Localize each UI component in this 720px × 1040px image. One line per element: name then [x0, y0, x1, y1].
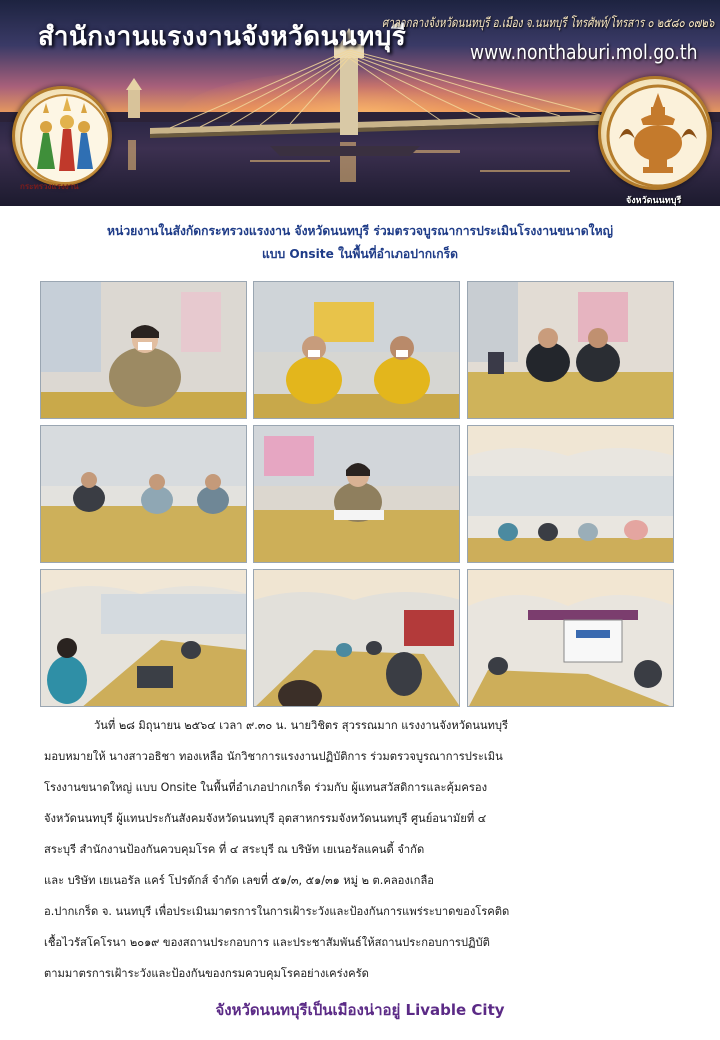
photo-8-scene	[254, 570, 460, 707]
ministry-seal-caption: กระทรวงแรงงาน	[20, 182, 79, 191]
body-line-8: เชื้อไวรัสโคโรนา ๒๐๑๙ ของสถานประกอบการ และประชาสัมพันธ์ให้สถานประกอบการปฏิบัติ	[44, 936, 490, 949]
photo-yellow-vest-officers[interactable]	[253, 281, 460, 419]
body-line-6: และ บริษัท เยเนอรัล แคร์ โปรดักส์ จำกัด เลขที่ ๕๑/๓, ๕๑/๓๑ หมู่ ๒ ต.คลองเกลือ	[44, 874, 435, 887]
news-headline	[0, 219, 720, 265]
ministry-labour-seal	[12, 86, 112, 186]
photo-7-scene	[41, 570, 247, 707]
photo-9-scene	[468, 570, 674, 707]
photo-long-table[interactable]	[253, 569, 460, 707]
body-line-4: จังหวัดนนทบุรี ผู้แทนประกันสังคมจังหวัดนนทบุรี อุตสาหกรรมจังหวัดนนทบุรี ศูนย์อนามัยที่ ๔	[44, 812, 487, 825]
photo-6-scene	[468, 426, 674, 563]
province-seal	[598, 76, 712, 190]
photo-meeting-laptop[interactable]	[40, 569, 247, 707]
body-line-9: ตามมาตรการเฝ้าระวังและป้องกันของกรมควบคุมโรคอย่างเคร่งครัด	[44, 967, 369, 980]
photo-three-people-row[interactable]	[40, 425, 247, 563]
province-slogan: จังหวัดนนทบุรีเป็นเมืองน่าอยู่ Livable City	[215, 1001, 505, 1019]
photo-1-scene	[41, 282, 247, 419]
office-address: ศาลากลางจังหวัดนนทบุรี อ.เมือง จ.นนทบุรี โทรศัพท์/โทรสาร ๐ ๒๕๘๐ ๐๗๒๖	[382, 16, 715, 31]
photo-two-men-table[interactable]	[467, 281, 674, 419]
body-line-1: วันที่ ๒๘ มิถุนายน ๒๕๖๔ เวลา ๙.๓๐ น. นายวิชิตร สุวรรณมาก แรงงานจังหวัดนนทบุรี	[94, 719, 509, 732]
header-banner	[0, 0, 720, 206]
photo-officer-seated[interactable]	[40, 281, 247, 419]
office-title: สำนักงานแรงงานจังหวัดนนทบุรี	[38, 22, 407, 52]
body-line-7: อ.ปากเกร็ด จ. นนทบุรี เพื่อประเมินมาตรการในการเฝ้าระวังและป้องกันการแพร่ระบาดของโรคติด	[44, 905, 510, 918]
photo-4-scene	[41, 426, 247, 563]
photo-3-scene	[468, 282, 674, 419]
photo-2-scene	[254, 282, 460, 419]
body-line-3: โรงงานขนาดใหญ่ แบบ Onsite ในพื้นที่อำเภอปากเกร็ด ร่วมกับ ผู้แทนสวัสดิการและคุ้มครอง	[44, 781, 488, 794]
photo-woman-documents[interactable]	[253, 425, 460, 563]
headline-line-2: แบบ Onsite ในพื้นที่อำเภอปากเกร็ด	[261, 246, 459, 261]
website-link[interactable]: www.nonthaburi.mol.go.th	[470, 40, 698, 64]
pottery-urn-icon	[601, 79, 715, 193]
body-line-5: สระบุรี สำนักงานป้องกันควบคุมโรค ที่ ๔ สระบุรี ณ บริษัท เยเนอรัลแคนดี้ จำกัด	[44, 843, 425, 856]
headline-line-1: หน่วยงานในสังกัดกระทรวงแรงงาน จังหวัดนนทบุรี ร่วมตรวจบูรณาการประเมินโรงงานขนาดใหญ่	[107, 223, 613, 238]
photo-5-scene	[254, 426, 460, 563]
labour-deities-icon	[15, 89, 115, 189]
province-seal-caption: จังหวัดนนทบุรี	[626, 196, 682, 206]
body-line-2: มอบหมายให้ นางสาวอธิชา ทองเหลือ นักวิชาการแรงงานปฏิบัติการ ร่วมตรวจบูรณาการประเมิน	[44, 750, 503, 763]
photo-presentation-screen[interactable]	[467, 569, 674, 707]
photo-wide-meeting-room[interactable]	[467, 425, 674, 563]
